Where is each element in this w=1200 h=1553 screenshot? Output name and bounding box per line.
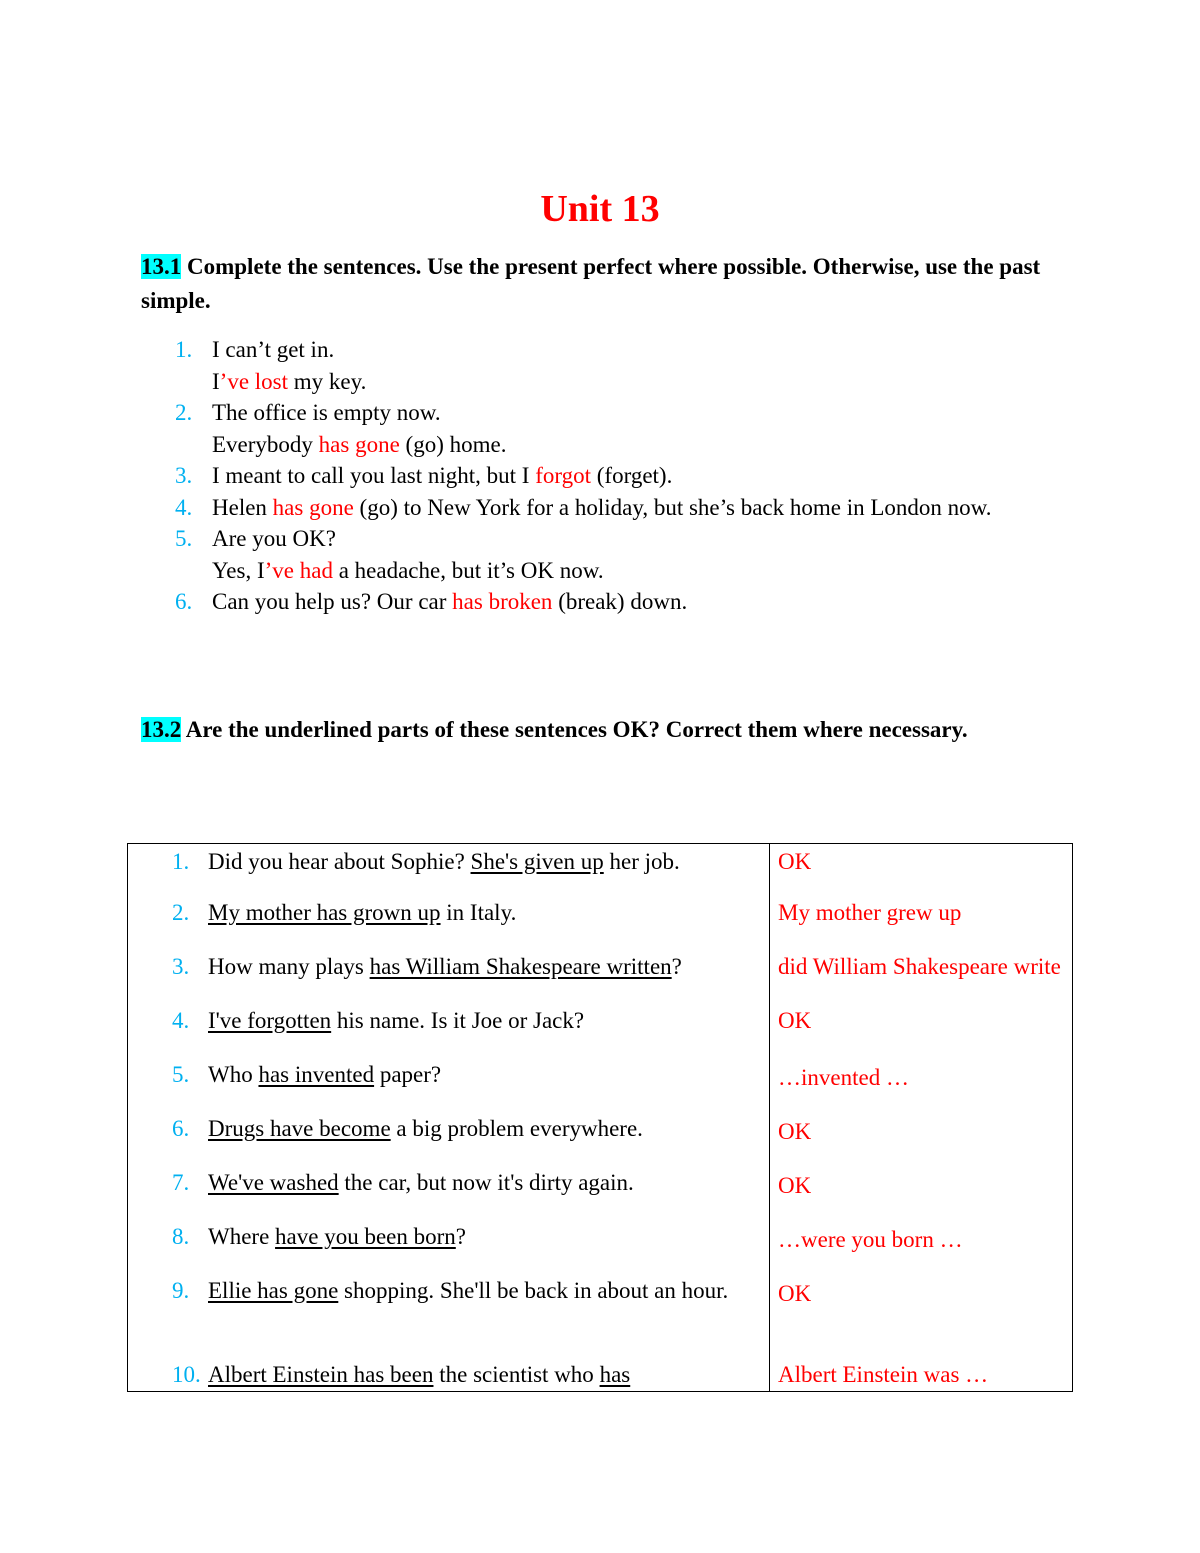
item-number: 2. [172, 899, 190, 925]
table-row [128, 1006, 1073, 1060]
item-text: Helen [212, 494, 273, 520]
item-number: 7. [172, 1169, 190, 1195]
item-text: (go) home. [399, 431, 507, 457]
answer-text: has gone [318, 431, 400, 457]
table-row [128, 1114, 1073, 1168]
item-text: Yes, I [212, 557, 265, 583]
item-number: 8. [172, 1223, 190, 1249]
table-row [128, 1276, 1073, 1360]
exercise-13-1-list [141, 334, 1041, 618]
item-text: Can you help us? Our car [212, 589, 453, 614]
question-cell [128, 1168, 770, 1222]
item-text: ? [671, 953, 682, 979]
question-cell [128, 952, 770, 1006]
answer-cell: OK [770, 1276, 1073, 1360]
item-text: Who [208, 1061, 259, 1087]
item-line: The office is empty now. [212, 400, 441, 425]
table-row [128, 1060, 1073, 1114]
underlined-text: have you been born [275, 1223, 456, 1249]
item-text: the car, but now it's dirty again. [338, 1169, 634, 1195]
question-cell [128, 898, 770, 952]
exercise-number: 13.1 [141, 254, 182, 279]
list-item [141, 334, 1041, 397]
underlined-text: My mother has grown up [208, 899, 441, 925]
table-row [128, 898, 1073, 952]
page-title: Unit 13 [540, 188, 660, 230]
underlined-text: has [599, 1361, 631, 1387]
item-line [212, 429, 1041, 461]
item-number: 1. [172, 849, 190, 874]
answer-cell: OK [770, 1168, 1073, 1222]
exercise-number: 13.2 [141, 717, 182, 742]
item-text: Did you hear about Sophie? [208, 849, 471, 874]
table-row [128, 952, 1073, 1006]
answer-cell: …were you born … [770, 1222, 1073, 1276]
item-text: a headache, but it’s OK now. [332, 557, 604, 583]
item-text: (forget). [591, 463, 673, 488]
table-row [128, 1222, 1073, 1276]
underlined-text: Ellie has gone [208, 1277, 339, 1303]
item-line [212, 492, 1041, 524]
item-number: 9. [172, 1277, 190, 1303]
answer-text: has broken [452, 589, 553, 614]
answer-cell: OK [770, 1114, 1073, 1168]
item-number: 5. [175, 526, 193, 551]
question-cell [128, 1114, 770, 1168]
list-item [141, 523, 1041, 586]
item-line: I can’t get in. [212, 337, 335, 362]
item-line [212, 555, 1041, 587]
underlined-text: Drugs have become [208, 1115, 391, 1141]
item-number: 6. [172, 1115, 190, 1141]
answer-cell: …invented … [770, 1060, 1073, 1114]
underlined-text: Albert Einstein has been [208, 1361, 434, 1387]
answer-text: ’ve lost [219, 368, 289, 394]
question-cell [128, 1360, 770, 1392]
item-text: in Italy. [440, 899, 517, 925]
item-text: his name. Is it Joe or Jack? [331, 1007, 585, 1033]
answer-text: forgot [535, 463, 592, 488]
table-row [128, 1168, 1073, 1222]
question-cell [128, 1276, 770, 1360]
answer-cell: did William Shakespeare write [770, 952, 1073, 1006]
underlined-text: I've forgotten [208, 1007, 332, 1033]
item-number: 10. [172, 1361, 201, 1387]
list-item [141, 492, 1041, 524]
underlined-text: She's given up [470, 849, 604, 874]
question-cell [128, 1222, 770, 1276]
item-text: paper? [374, 1061, 442, 1087]
item-line [212, 586, 1041, 618]
item-text: How many plays [208, 953, 370, 979]
item-line: Are you OK? [212, 526, 336, 551]
exercise-instruction: Complete the sentences. Use the present perfect where possible. Otherwise, use the past simple. [141, 254, 1041, 313]
item-text: (break) down. [552, 589, 688, 614]
answer-cell: OK [770, 1006, 1073, 1060]
list-item [141, 586, 1041, 618]
item-text: the scientist who [433, 1361, 600, 1387]
item-number: 1. [175, 337, 193, 362]
item-number: 3. [172, 953, 190, 979]
item-line [212, 366, 1041, 398]
item-line [212, 460, 1041, 492]
list-item [141, 397, 1041, 460]
item-number: 4. [172, 1007, 190, 1033]
question-cell [128, 844, 770, 898]
item-text: (go) to New York for a holiday, but she’s back home in London now. [353, 494, 992, 520]
item-text: I [212, 368, 220, 394]
exercise-13-1-heading [141, 250, 1061, 318]
underlined-text: has William Shakespeare written [369, 953, 672, 979]
list-item [141, 460, 1041, 492]
question-cell [128, 1060, 770, 1114]
exercise-13-2-heading [141, 713, 1061, 747]
underlined-text: has invented [258, 1061, 375, 1087]
exercise-instruction: Are the underlined parts of these sentences OK? Correct them where necessary. [185, 717, 968, 742]
item-text: her job. [603, 849, 680, 874]
answer-text: has gone [272, 494, 354, 520]
exercise-13-2-table [127, 843, 1073, 1392]
item-number: 3. [175, 463, 193, 488]
table-row [128, 1360, 1073, 1392]
question-cell [128, 1006, 770, 1060]
item-text: Everybody [212, 431, 319, 457]
item-number: 2. [175, 400, 193, 425]
answer-cell: Albert Einstein was … [770, 1360, 1073, 1392]
item-text: shopping. She'll be back in about an hour. [338, 1277, 729, 1303]
answer-text: ’ve had [264, 557, 333, 583]
item-text: ? [455, 1223, 467, 1249]
item-number: 5. [172, 1061, 190, 1087]
item-text: I meant to call you last night, but I [212, 463, 536, 488]
table-row [128, 844, 1073, 898]
item-number: 6. [175, 589, 193, 614]
item-text: my key. [288, 368, 367, 394]
answer-cell: OK [770, 844, 1073, 898]
item-text: a big problem everywhere. [390, 1115, 643, 1141]
answer-cell: My mother grew up [770, 898, 1073, 952]
item-number: 4. [175, 494, 193, 520]
underlined-text: We've washed [208, 1169, 339, 1195]
item-text: Where [208, 1223, 276, 1249]
